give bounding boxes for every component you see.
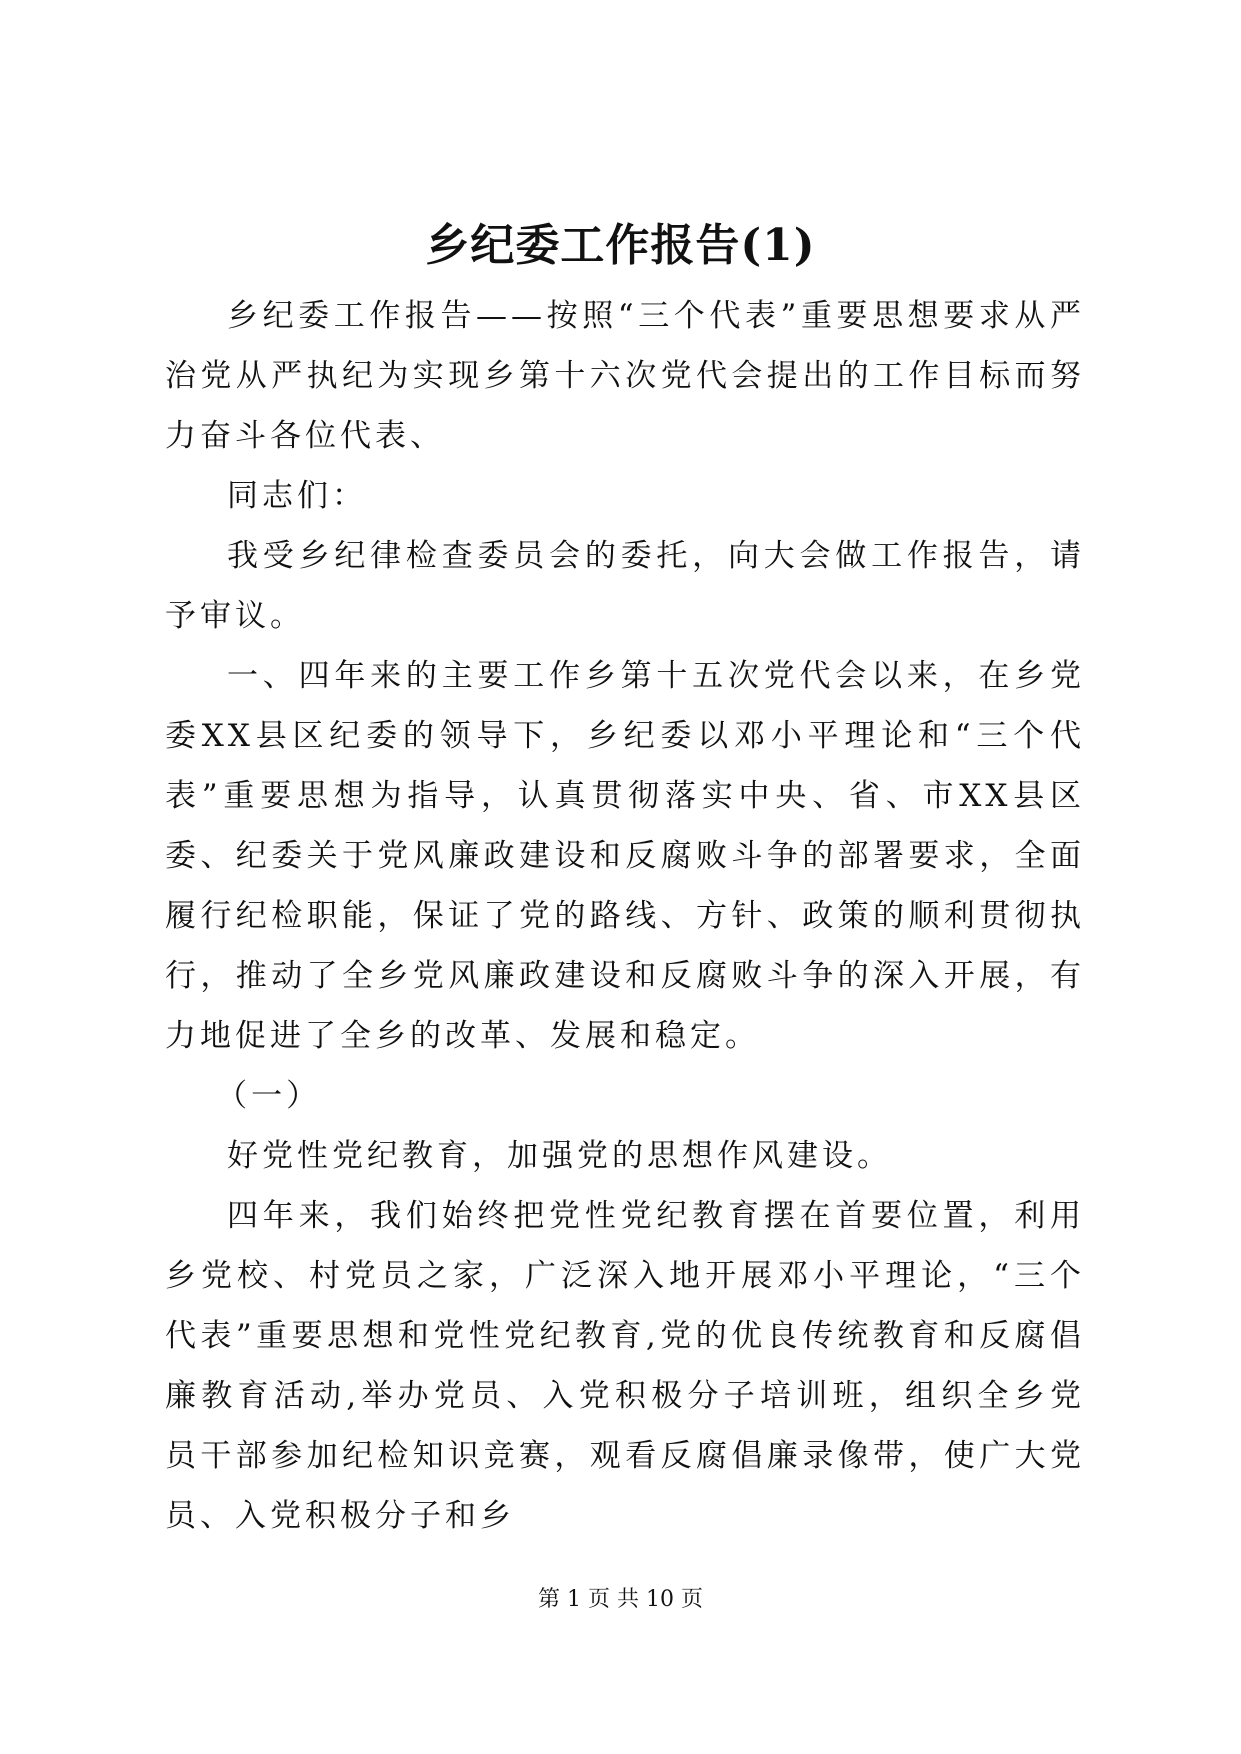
paragraph-main-work: 一、四年来的主要工作乡第十五次党代会以来，在乡党委XX县区纪委的领导下，乡纪委以邓小平理论和“三个代表”重要思想为指导，认真贯彻落实中央、省、市XX县区委、纪委关于党风廉政建设和反腐败斗争的部署要求，全面履行纪检职能，保证了党的路线、方针、政策的顺利贯彻执行，推动了全乡党风廉政建设和反腐败斗争的深入开展，有力地促进了全乡的改革、发展和稳定。 bbox=[165, 658, 1085, 1054]
paragraph-education: 四年来，我们始终把党性党纪教育摆在首要位置，利用乡党校、村党员之家，广泛深入地开展邓小平理论，“三个代表”重要思想和党性党纪教育,党的优良传统教育和反腐倡廉教育活动,举办党员、入党积极分子培训班，组织全乡党员干部参加纪检知识竞赛，观看反腐倡廉录像带，使广大党员、入党积极分子和乡 bbox=[165, 1198, 1085, 1534]
paragraph-report-request: 我受乡纪律检查委员会的委托，向大会做工作报告，请予审议。 bbox=[165, 538, 1085, 634]
paragraph-intro: 乡纪委工作报告——按照“三个代表”重要思想要求从严治党从严执纪为实现乡第十六次党代会提出的工作目标而努力奋斗各位代表、 bbox=[165, 298, 1085, 454]
paragraph-salutation: 同志们： bbox=[227, 478, 367, 514]
document-title: 乡纪委工作报告(1) bbox=[425, 220, 816, 271]
section-heading: 好党性党纪教育，加强党的思想作风建设。 bbox=[227, 1138, 892, 1174]
document-body bbox=[165, 286, 1085, 1546]
page-footer: 第 1 页 共 10 页 bbox=[538, 1587, 703, 1612]
section-number: （一） bbox=[216, 1078, 322, 1114]
